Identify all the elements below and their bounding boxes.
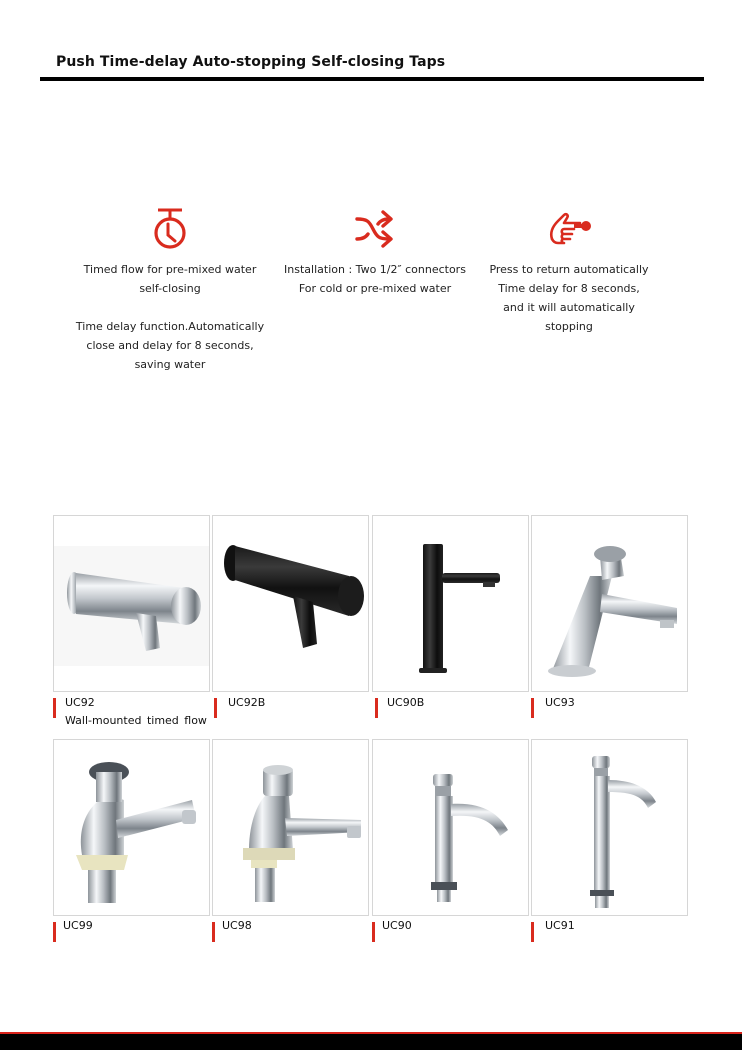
product-image-uc90b (373, 516, 529, 692)
accent-marker (531, 698, 534, 718)
product-card-uc99[interactable] (53, 739, 210, 916)
accent-marker (53, 922, 56, 942)
footer-bar (0, 1034, 742, 1050)
product-image-uc93 (532, 516, 688, 692)
product-card-uc92b[interactable] (212, 515, 369, 692)
product-card-uc92[interactable] (53, 515, 210, 692)
product-code: UC93 (545, 696, 575, 709)
product-card-uc90[interactable] (372, 739, 529, 916)
product-code: UC98 (222, 919, 252, 932)
feature-line: Press to return automatically (489, 263, 649, 276)
feature-line: Time delay function.Automatically (75, 320, 265, 333)
product-description: Wall-mounted timed flow (65, 714, 207, 727)
product-code: UC99 (63, 919, 93, 932)
feature-press-return (469, 205, 669, 336)
feature-line: For cold or pre-mixed water (298, 282, 452, 295)
feature-line: Installation : Two 1/2″ connectors (284, 263, 466, 276)
accent-marker (53, 698, 56, 718)
product-card-uc91[interactable] (531, 739, 688, 916)
product-image-uc92 (54, 516, 210, 692)
stopwatch-icon (150, 205, 190, 253)
feature-timed-flow (70, 205, 270, 374)
product-code: UC92 (65, 696, 95, 709)
feature-line: saving water (134, 358, 206, 371)
product-code: UC92B (228, 696, 266, 709)
pointing-hand-press-icon (544, 205, 594, 253)
title-divider (40, 77, 704, 81)
product-image-uc99 (54, 740, 210, 916)
product-card-uc90b[interactable] (372, 515, 529, 692)
product-image-uc98 (213, 740, 369, 916)
accent-marker (212, 922, 215, 942)
feature-line: Time delay for 8 seconds, (498, 282, 640, 295)
product-card-uc98[interactable] (212, 739, 369, 916)
feature-line: close and delay for 8 seconds, (86, 339, 254, 352)
product-code: UC91 (545, 919, 575, 932)
accent-marker (375, 698, 378, 718)
product-image-uc90 (373, 740, 529, 916)
product-image-uc91 (532, 740, 688, 916)
product-code: UC90B (387, 696, 425, 709)
crossing-arrows-icon (353, 205, 397, 253)
feature-line: self-closing (139, 282, 201, 295)
accent-marker (531, 922, 534, 942)
product-card-uc93[interactable] (531, 515, 688, 692)
product-image-uc92b (213, 516, 369, 692)
product-code: UC90 (382, 919, 412, 932)
feature-line: stopping (545, 320, 593, 333)
features-section (0, 205, 742, 385)
feature-line: and it will automatically (503, 301, 635, 314)
feature-installation (275, 205, 475, 298)
accent-marker (372, 922, 375, 942)
accent-marker (214, 698, 217, 718)
feature-line: Timed flow for pre-mixed water (83, 263, 257, 276)
page-title: Push Time-delay Auto-stopping Self-closing Taps (56, 54, 446, 70)
